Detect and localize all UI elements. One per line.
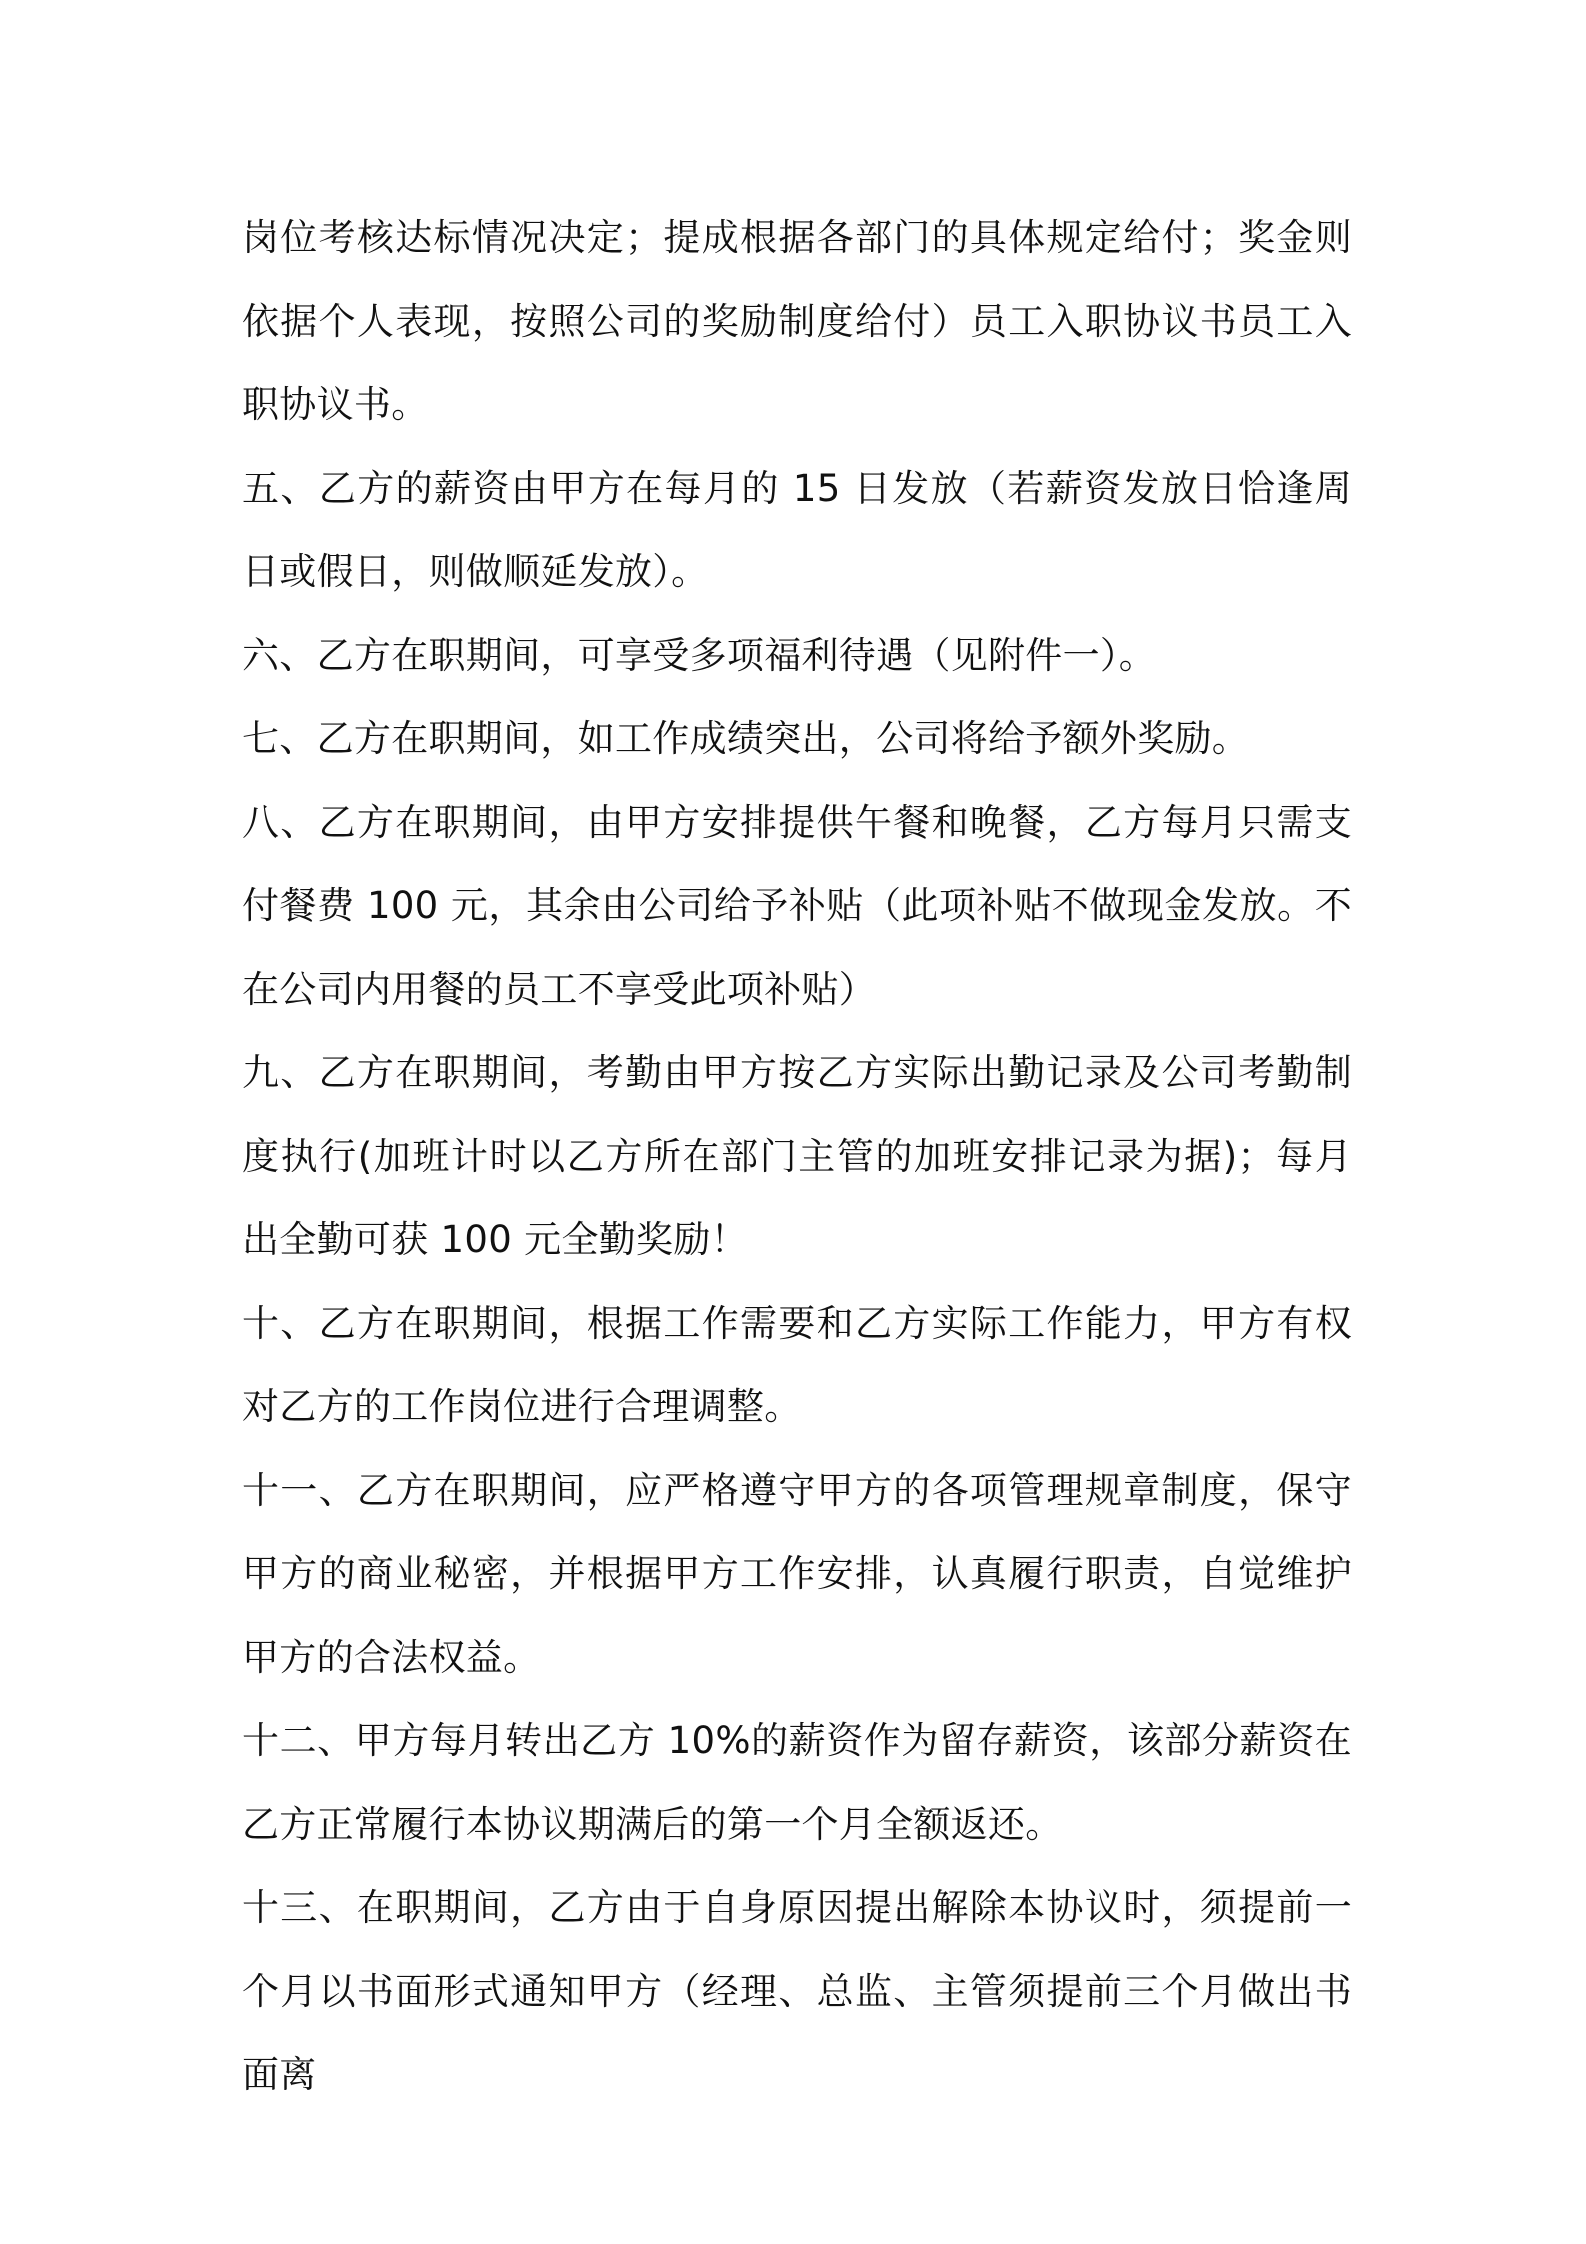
paragraph-clause-7-rewards: 七、乙方在职期间，如工作成绩突出，公司将给予额外奖励。 [242, 717, 1250, 760]
paragraph-clause-11-rules: 十一、乙方在职期间，应严格遵守甲方的各项管理规章制度，保守甲方的商业秘密，并根据甲方工作安排，认真履行职责，自觉维护甲方的合法权益。 [242, 1468, 1352, 1679]
paragraph-salary-basis-continued: 岗位考核达标情况决定；提成根据各部门的具体规定给付；奖金则依据个人表现，按照公司的奖励制度给付）员工入职协议书员工入职协议书。 [242, 216, 1352, 426]
paragraph-clause-13-resignation: 十三、在职期间，乙方由于自身原因提出解除本协议时，须提前一个月以书面形式通知甲方（经理、总监、主管须提前三个月做出书面离 [242, 1886, 1352, 2096]
paragraph-clause-9-attendance: 九、乙方在职期间，考勤由甲方按乙方实际出勤记录及公司考勤制度执行(加班计时以乙方所在部门主管的加班安排记录为据)；每月出全勤可获 100 元全勤奖励！ [242, 1051, 1352, 1261]
paragraph-clause-12-retained-salary: 十二、甲方每月转出乙方 10%的薪资作为留存薪资，该部分薪资在乙方正常履行本协议期满后的第一个月全额返还。 [242, 1719, 1352, 1846]
paragraph-clause-6-benefits: 六、乙方在职期间，可享受多项福利待遇（见附件一）。 [242, 633, 1156, 677]
paragraph-clause-10-reassignment: 十、乙方在职期间，根据工作需要和乙方实际工作能力，甲方有权对乙方的工作岗位进行合理调整。 [242, 1301, 1352, 1428]
paragraph-clause-8-meals: 八、乙方在职期间，由甲方安排提供午餐和晚餐，乙方每月只需支付餐费 100 元，其余由公司给予补贴（此项补贴不做现金发放。不在公司内用餐的员工不享受此项补贴） [242, 800, 1352, 1011]
paragraph-clause-5-payday: 五、乙方的薪资由甲方在每月的 15 日发放（若薪资发放日恰逢周日或假日，则做顺延发放）。 [242, 466, 1352, 593]
document-body [242, 196, 1352, 2117]
